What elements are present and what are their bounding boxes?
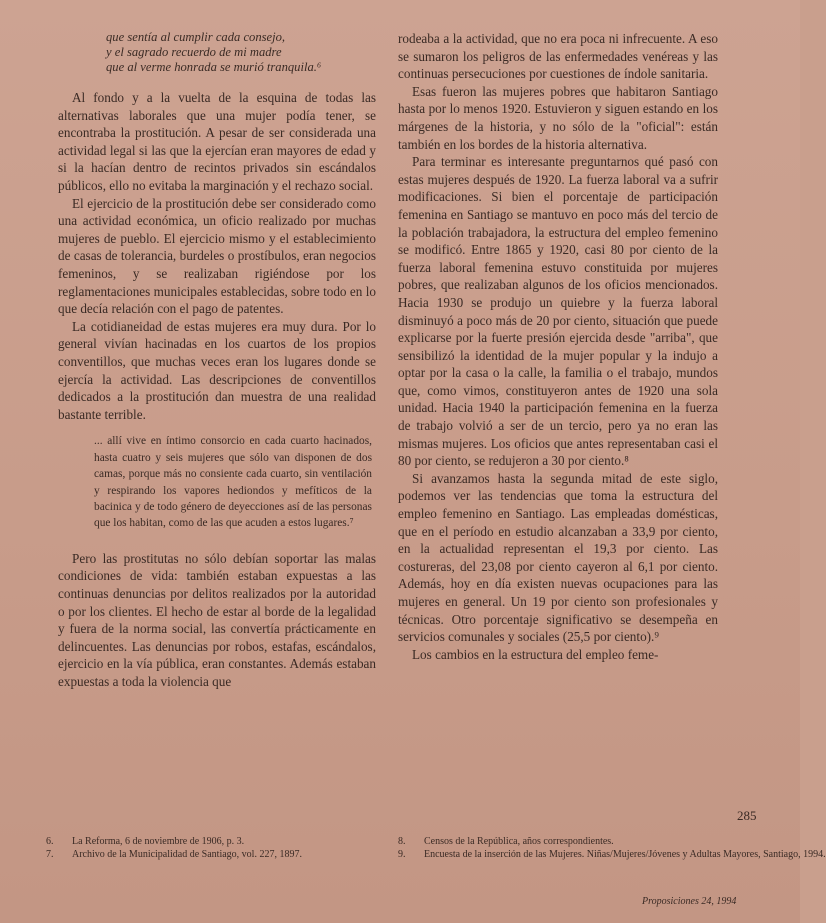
body-paragraph: El ejercicio de la prostitución debe ser considerado como una actividad económica, un oficio realizado por muchas mujeres de pueblo. El ejercicio mismo y el establecimiento de casas de tolerancia, burdeles o prostíbulos, eran negocios femeninos, y se realizaban rigiéndose por los reglamentaciones municipales establecidas, sobre todo en lo que decía relación con el pago de patentes. xyxy=(58,195,376,317)
body-paragraph: rodeaba a la actividad, que no era poca ni infrecuente. A eso se sumaron los peligros de las enfermedades venéreas y las continuas persecuciones por cuestiones de índole sanitaria. xyxy=(398,31,718,82)
footnotes-left xyxy=(46,835,376,861)
footnote xyxy=(398,835,728,848)
verse-line: que al verme honrada se murió tranquila.⁶ xyxy=(106,60,322,74)
footnote-text: Censos de la República, años correspondientes. xyxy=(424,836,614,847)
left-column xyxy=(58,30,376,690)
footnote-number: 9. xyxy=(398,849,406,860)
right-column xyxy=(398,30,718,663)
footnote-number: 7. xyxy=(46,849,54,860)
page-number: 285 xyxy=(737,808,757,823)
verse-line: que sentía al cumplir cada consejo, xyxy=(106,30,286,44)
footnote-number: 8. xyxy=(398,836,406,847)
body-paragraph: Pero las prostitutas no sólo debían soportar las malas condiciones de vida: también estaban expuestas a las continuas denuncias por delitos realizados por la autoridad o por los clientes. El hecho de estar al borde de la legalidad y fuera de la norma social, las convertía prácticamente en delincuentes. Las denuncias por robos, estafas, escándalos, ejercicio en la vía pública, eran constantes. Además estaban expuestas a toda la violencia que xyxy=(58,550,376,689)
footnote-text: Encuesta de la inserción de las Mujeres. Niñas/Mujeres/Jóvenes y Adultas Mayores, Santiago, 1994. xyxy=(424,849,826,860)
verse-quote xyxy=(106,30,376,75)
footnote-text: Archivo de la Municipalidad de Santiago, vol. 227, 1897. xyxy=(72,849,302,860)
body-paragraph: Si avanzamos hasta la segunda mitad de este siglo, podemos ver las tendencias que toma la estructura del empleo femenino en Santiago. Las empleadas domésticas, que en el período en estudio alcanzaban a 33,9 por ciento, en la actualidad representan el 19,3 por ciento. Las costureras, del 23,08 por ciento cayeron al 6,1 por ciento. Además, hoy en día existen nuevas ocupaciones para las mujeres en general. Un 19 por ciento son profesionales y técnicas. Otro porcentaje significativo se desempeña en servicios comunales y sociales (25,5 por ciento).⁹ xyxy=(398,470,718,645)
footnotes-right xyxy=(398,835,826,861)
body-paragraph: La cotidianeidad de estas mujeres era muy dura. Por lo general vivían hacinadas en los cuartos de los propios conventillos, que muchas veces eran los lugares donde se ejercía la actividad. Las descripciones de conventillos dedicados a la prostitución dan muestra de una realidad bastante terrible. xyxy=(58,318,376,422)
footnote xyxy=(398,848,826,861)
block-quote: ... allí vive en íntimo consorcio en cada cuarto hacinados, hasta cuatro y seis mujeres que sólo van disponen de dos camas, porque más no consiente cada cuarto, sin ventilación y respirando los vapores hediondos y mefíticos de la bacinica y de todo género de deyecciones así de las personas que los habitan, como de las que acuden a estos lugares.⁷ xyxy=(94,435,372,530)
footnote-text: La Reforma, 6 de noviembre de 1906, p. 3. xyxy=(72,836,245,847)
footnote xyxy=(46,835,376,848)
footnote-number: 6. xyxy=(46,836,54,847)
verse-line: y el sagrado recuerdo de mi madre xyxy=(106,45,282,59)
body-paragraph: Para terminar es interesante preguntarnos qué pasó con estas mujeres después de 1920. La fuerza laboral va a sufrir modificaciones. Si bien el porcentaje de participación femenina en Santiago se mantuvo en poco más del tercio de la población trabajadora, la estructura del empleo femenino se modificó. Entre 1865 y 1920, casi 80 por ciento de la fuerza laboral femenina estuvo constituida por mujeres pobres, que realizaban algunos de los oficios mencionados. Hacia 1930 se produjo un quiebre y la fuerza laboral disminuyó a poco más de 20 por ciento, situación que puede explicarse por la fuerte presión ejercida desde "arriba", que sensibilizó la identidad de la mujer popular y la indujo a optar por la casa o la calle, la familia o el trabajo, mundos que, como vimos, constituyeron antes de 1920 una sola unidad. Hacia 1940 la participación femenina en la fuerza de trabajo volvió a ser de un tercio, pero ya no eran las mismas mujeres. Los oficios que antes representaban casi el 80 por ciento, se redujeron a 30 por ciento.⁸ xyxy=(398,154,718,469)
running-footer: Proposiciones 24, 1994 xyxy=(642,896,737,907)
body-paragraph: Al fondo y a la vuelta de la esquina de todas las alternativas laborales que una mujer podía tener, se encontraba la prostitución. A pesar de ser considerada una actividad legal si las que la ejercían eran mayores de edad y si la hacían dentro de recintos privados sin escándalos públicos, ello no evitaba la marginación y el rechazo social. xyxy=(58,90,376,193)
body-paragraph: Los cambios en la estructura del empleo feme- xyxy=(412,646,659,662)
body-paragraph: Esas fueron las mujeres pobres que habitaron Santiago hasta por lo menos 1920. Estuvieron y siguen estando en los márgenes de la historia, y no sólo de la "oficial": están también en los bordes de la historia alternativa. xyxy=(398,83,718,152)
footnote xyxy=(46,848,376,861)
